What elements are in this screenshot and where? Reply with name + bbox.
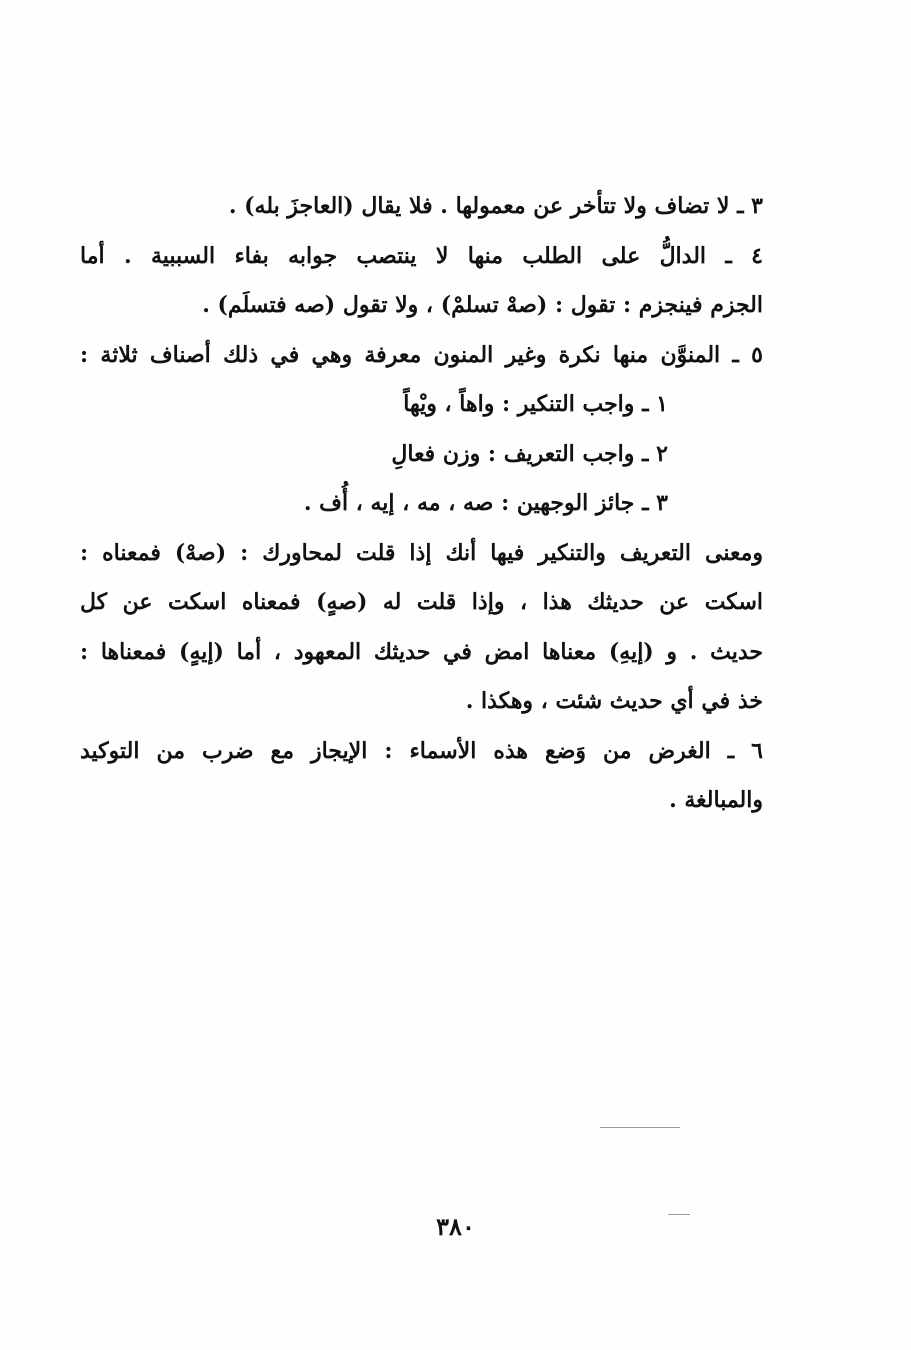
text-line: والمبالغة .: [669, 787, 763, 813]
scan-speck: [600, 1127, 680, 1128]
scan-speck: [668, 1214, 690, 1215]
text-line: ومعنى التعريف والتنكير فيها أنك إذا قلت لمحاورك : (صهْ) فمعناه :: [80, 539, 763, 566]
body-text: [80, 182, 763, 826]
text-line: ٢ ـ واجب التعريف : وزن فعالِ: [391, 440, 668, 467]
text-line: اسكت عن حديثك هذا ، وإذا قلت له (صهٍ) فمعناه اسكت عن كل: [80, 589, 763, 615]
text-line: ٥ ـ المنوَّن منها نكرة وغير المنون معرفة وهي في ذلك أصناف ثلاثة :: [80, 341, 763, 368]
page-number: ٣٨٠: [436, 1212, 475, 1241]
text-line: ٤ ـ الدالُّ على الطلب منها لا ينتصب جوابه بفاء السببية . أما: [80, 242, 763, 269]
text-line: ٣ ـ لا تضاف ولا تتأخر عن معمولها . فلا يقال (العاجزَ بله) .: [228, 193, 763, 219]
text-line: ٣ ـ جائز الوجهين : صه ، مه ، إيه ، أُف .: [303, 490, 668, 516]
text-line: ٦ ـ الغرض من وَضع هذه الأسماء : الإيجاز مع ضرب من التوكيد: [80, 737, 763, 764]
text-line: ١ ـ واجب التنكير : واهاً ، ويْهاً: [403, 391, 668, 417]
text-line: خذ في أي حديث شئت ، وهكذا .: [465, 688, 763, 714]
text-line: الجزم فينجزم : تقول : (صهْ تسلمْ) ، ولا تقول (صه فتسلَم) .: [202, 292, 763, 318]
text-line: حديث . و (إيهِ) معناها امض في حديثك المعهود ، أما (إيهٍ) فمعناها :: [80, 638, 763, 665]
